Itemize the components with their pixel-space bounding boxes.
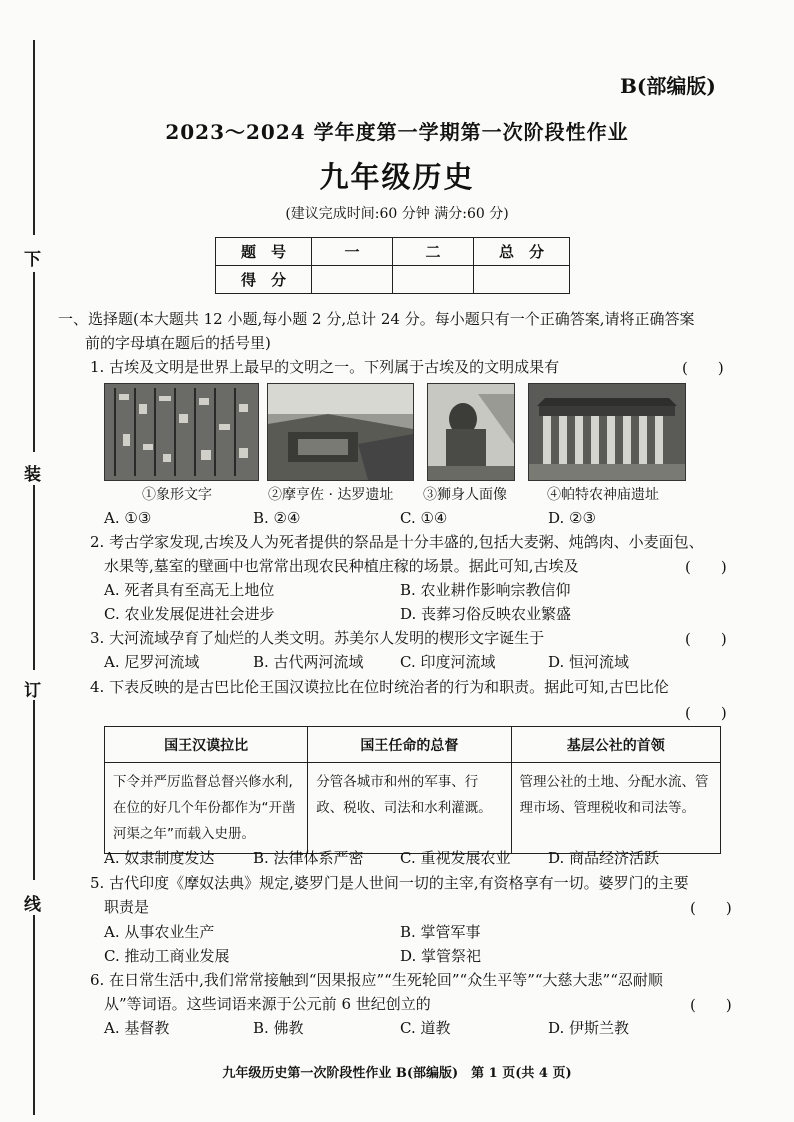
question-stem: 4. 下表反映的是古巴比伦王国汉谟拉比在位时统治者的行为和职责。据此可知,古巴比伦 — [90, 678, 669, 696]
question-stem: 6. 在日常生活中,我们常常接触到“因果报应”“生死轮回”“众生平等”“大慈大悲”“忍耐顺 — [90, 971, 663, 989]
image-caption: ④帕特农神庙遗址 — [547, 487, 659, 503]
question-stem: 5. 古代印度《摩奴法典》规定,婆罗门是人世间一切的主宰,有资格享有一切。婆罗门的主要 — [90, 874, 689, 892]
answer-option[interactable]: A. 从事农业生产 — [104, 923, 215, 941]
answer-bracket[interactable]: ( ) — [685, 630, 727, 648]
score-cell[interactable] — [312, 266, 393, 294]
table-header: 国王汉谟拉比 — [105, 727, 308, 763]
answer-option[interactable]: B. 农业耕作影响宗教信仰 — [400, 581, 571, 599]
time-info: (建议完成时间:60 分钟 满分:60 分) — [285, 206, 509, 222]
question-stem: 水果等,墓室的壁画中也常常出现农民种植庄稼的场景。据此可知,古埃及 — [104, 557, 579, 575]
binding-line — [33, 485, 35, 670]
table-cell: 分管各城市和州的军事、行政、税收、司法和水利灌溉。 — [308, 763, 511, 854]
answer-bracket[interactable]: ( ) — [682, 359, 724, 377]
answer-option[interactable]: D. 恒河流域 — [548, 653, 630, 671]
margin-char: 线 — [24, 895, 41, 915]
margin-char: 装 — [24, 465, 41, 485]
answer-option[interactable]: C. 农业发展促进社会进步 — [104, 605, 275, 623]
score-table — [215, 237, 570, 294]
governance-table — [104, 726, 721, 854]
answer-option[interactable]: B. 掌管军事 — [400, 923, 481, 941]
edition-label: B(部编版) — [620, 74, 716, 98]
margin-char: 下 — [24, 250, 41, 270]
answer-option[interactable]: D. 商品经济活跃 — [548, 849, 660, 867]
answer-option[interactable]: A. 死者具有至高无上地位 — [104, 581, 275, 599]
answer-option[interactable]: B. 古代两河流域 — [253, 653, 364, 671]
parthenon-image — [528, 383, 686, 481]
answer-option[interactable]: C. 道教 — [400, 1019, 451, 1037]
answer-option[interactable]: D. ②③ — [548, 509, 596, 527]
answer-option[interactable]: A. 基督教 — [104, 1019, 170, 1037]
page-title: 九年级历史 — [319, 160, 475, 194]
mohenjo-daro-image — [267, 383, 414, 481]
answer-option[interactable]: C. 印度河流域 — [400, 653, 496, 671]
answer-bracket[interactable]: ( ) — [690, 996, 732, 1014]
answer-option[interactable]: C. 推动工商业发展 — [104, 947, 230, 965]
score-row-label: 得 分 — [216, 266, 312, 294]
answer-option[interactable]: B. 法律体系严密 — [253, 849, 364, 867]
answer-option[interactable]: B. 佛教 — [253, 1019, 304, 1037]
score-header-cell: 二 — [393, 238, 474, 266]
section-instruction: 前的字母填在题后的括号里) — [85, 334, 271, 352]
question-stem: 从”等词语。这些词语来源于公元前 6 世纪创立的 — [104, 995, 431, 1013]
table-cell: 管理公社的土地、分配水流、管理市场、管理税收和司法等。 — [511, 763, 720, 854]
answer-option[interactable]: C. 重视发展农业 — [400, 849, 511, 867]
sphinx-image — [427, 383, 515, 481]
score-cell[interactable] — [474, 266, 570, 294]
answer-option[interactable]: D. 伊斯兰教 — [548, 1019, 630, 1037]
answer-option[interactable]: D. 掌管祭祀 — [400, 947, 482, 965]
table-cell: 下令并严厉监督总督兴修水利,在位的好几个年份都作为“开凿河渠之年”而载入史册。 — [105, 763, 308, 854]
score-header-cell: 总 分 — [474, 238, 570, 266]
answer-option[interactable]: A. 奴隶制度发达 — [104, 849, 215, 867]
answer-bracket[interactable]: ( ) — [685, 558, 727, 576]
margin-char: 订 — [24, 681, 41, 701]
question-stem: 3. 大河流域孕育了灿烂的人类文明。苏美尔人发明的楔形文字诞生于 — [90, 629, 545, 647]
question-stem: 2. 考古学家发现,古埃及人为死者提供的祭品是十分丰盛的,包括大麦粥、炖鸽肉、小麦面包、 — [90, 533, 704, 551]
binding-line — [33, 272, 35, 452]
answer-option[interactable]: D. 丧葬习俗反映农业繁盛 — [400, 605, 572, 623]
page-footer: 九年级历史第一次阶段性作业 B(部编版) 第 1 页(共 4 页) — [222, 1066, 572, 1081]
binding-line — [33, 700, 35, 880]
table-header: 国王任命的总督 — [308, 727, 511, 763]
answer-option[interactable]: A. 尼罗河流域 — [104, 653, 200, 671]
answer-option[interactable]: A. ①③ — [104, 509, 152, 527]
table-header: 基层公社的首领 — [511, 727, 720, 763]
score-header-cell: 题 号 — [216, 238, 312, 266]
answer-option[interactable]: C. ①④ — [400, 509, 448, 527]
question-stem: 职责是 — [104, 898, 150, 916]
score-header-cell: 一 — [312, 238, 393, 266]
answer-option[interactable]: B. ②④ — [253, 509, 301, 527]
question-stem: 1. 古埃及文明是世界上最早的文明之一。下列属于古埃及的文明成果有 — [90, 358, 560, 376]
binding-line — [33, 915, 35, 1115]
score-cell[interactable] — [393, 266, 474, 294]
hieroglyph-image — [104, 383, 259, 481]
answer-bracket[interactable]: ( ) — [685, 704, 727, 722]
exam-subtitle: 2023～2024 学年度第一学期第一次阶段性作业 — [165, 120, 629, 144]
answer-bracket[interactable]: ( ) — [690, 899, 732, 917]
image-caption: ①象形文字 — [142, 487, 212, 503]
section-instruction: 一、选择题(本大题共 12 小题,每小题 2 分,总计 24 分。每小题只有一个正确答案,请将正确答案 — [58, 310, 695, 328]
image-caption: ③狮身人面像 — [423, 487, 507, 503]
image-caption: ②摩亨佐 · 达罗遗址 — [268, 487, 394, 503]
